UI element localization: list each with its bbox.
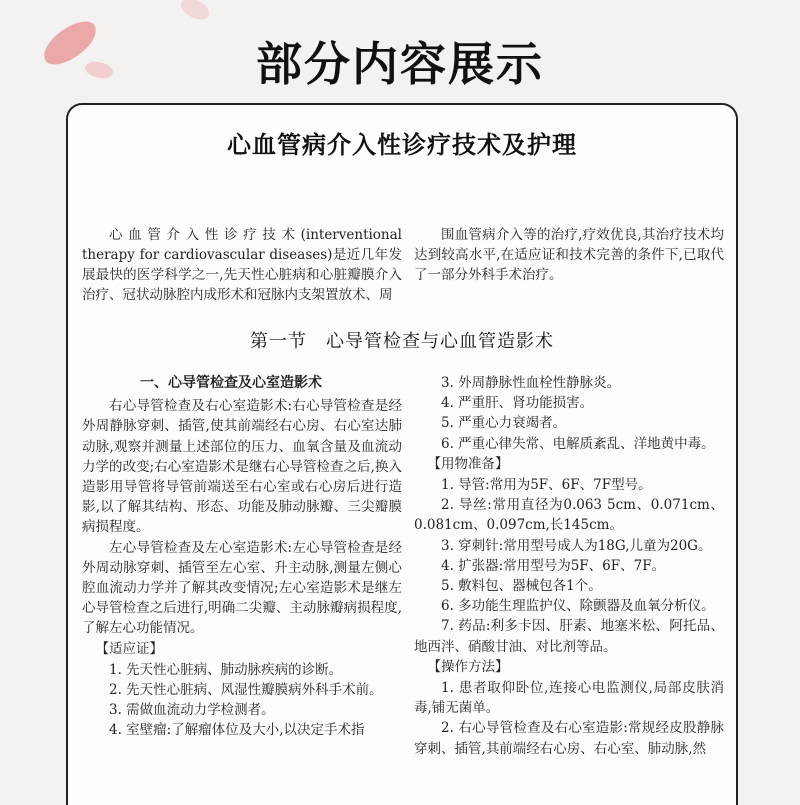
contraindication-item: 6. 严重心律失常、电解质紊乱、洋地黄中毒。: [441, 435, 715, 452]
supply-item: 1. 导管:常用为5F、6F、7F型号。: [441, 477, 652, 494]
intro-paragraph-continued: 围血管病介入等的治疗,疗效优良,其治疗技术均达到较高水平,在适应证和技术完善的条件下,已取代了一部分外科手术治疗。: [414, 227, 724, 283]
supply-item: 3. 穿刺针:常用型号成人为18G,儿童为20G。: [441, 537, 712, 554]
intro-right-column: [414, 225, 724, 285]
supply-item: 2. 导丝:常用直径为0.063 5cm、0.071cm、0.081cm、0.097cm,长145cm。: [414, 497, 724, 534]
intro-left-column: [82, 225, 402, 305]
method-label: 【操作方法】: [427, 658, 509, 675]
paragraph-right-heart: 右心导管检查及右心室造影术:右心导管检查是经外周静脉穿刺、插管,使其前端经右心房、右心室达肺动脉,观察并测量上述部位的压力、血氧含量及血流动力学的改变;右心室造影术是继右心导管检查之后,换入造影用导管将导管前端送至右心室或右心房后进行造影,以了解其结构、形态、功能及肺动脉瓣、三尖瓣膜病损程度。: [82, 398, 402, 536]
intro-paragraph: 心血管介入性诊疗技术(interventional therapy for cardiovascular diseases)是近几年发展最快的医学科学之一,先天性心脏病和心脏瓣膜介入治疗、冠状动脉腔内成形术和冠脉内支架置放术、周: [82, 227, 402, 303]
supply-item: 6. 多功能生理监护仪、除颤器及血氧分析仪。: [441, 598, 715, 615]
indication-item: 4. 室壁瘤:了解瘤体位及大小,以决定手术指: [109, 722, 365, 739]
subheading: 一、心导管检查及心室造影术: [140, 375, 322, 391]
section-title: 第一节 心导管检查与心血管造影术: [250, 331, 554, 352]
right-column: [414, 373, 724, 759]
indication-item: 1. 先天性心脏病、肺动脉疾病的诊断。: [109, 661, 343, 678]
petal-decoration: [178, 0, 213, 25]
indication-item: 3. 需做血流动力学检测者。: [109, 702, 275, 719]
indication-item: 2. 先天性心脏病、风湿性瓣膜病外科手术前。: [109, 682, 383, 699]
indications-label: 【适应证】: [95, 640, 163, 657]
contraindication-item: 5. 严重心力衰竭者。: [441, 415, 567, 432]
contraindication-item: 3. 外周静脉性血栓性静脉炎。: [441, 375, 621, 391]
supplies-label: 【用物准备】: [427, 455, 509, 472]
contraindication-item: 4. 严重肝、肾功能损害。: [441, 395, 594, 412]
left-column: [82, 373, 402, 741]
book-title: 心血管病介入性诊疗技术及护理: [227, 131, 577, 159]
method-item: 2. 右心导管检查及右心室造影:常规经皮股静脉穿刺、插管,其前端经右心房、右心室、肺动脉,然: [414, 720, 724, 757]
supply-item: 4. 扩张器:常用型号为5F、6F、7F。: [441, 557, 666, 574]
method-item: 1. 患者取仰卧位,连接心电监测仪,局部皮肤消毒,铺无菌单。: [414, 680, 724, 717]
supply-item: 5. 敷料包、器械包各1个。: [441, 578, 602, 595]
supply-item: 7. 药品:利多卡因、肝素、地塞米松、阿托品、地西泮、硝酸甘油、对比剂等品。: [414, 618, 724, 655]
book-page: [66, 103, 738, 805]
banner-title: 部分内容展示: [256, 37, 544, 91]
paragraph-left-heart: 左心导管检查及左心室造影术:左心导管检查是经外周动脉穿刺、插管至左心室、升主动脉,测量左侧心腔血流动力学并了解其改变情况;左心室造影术是继左心导管检查之后进行,明确二尖瓣、主动脉瓣病损程度,了解左心功能情况。: [82, 539, 402, 637]
